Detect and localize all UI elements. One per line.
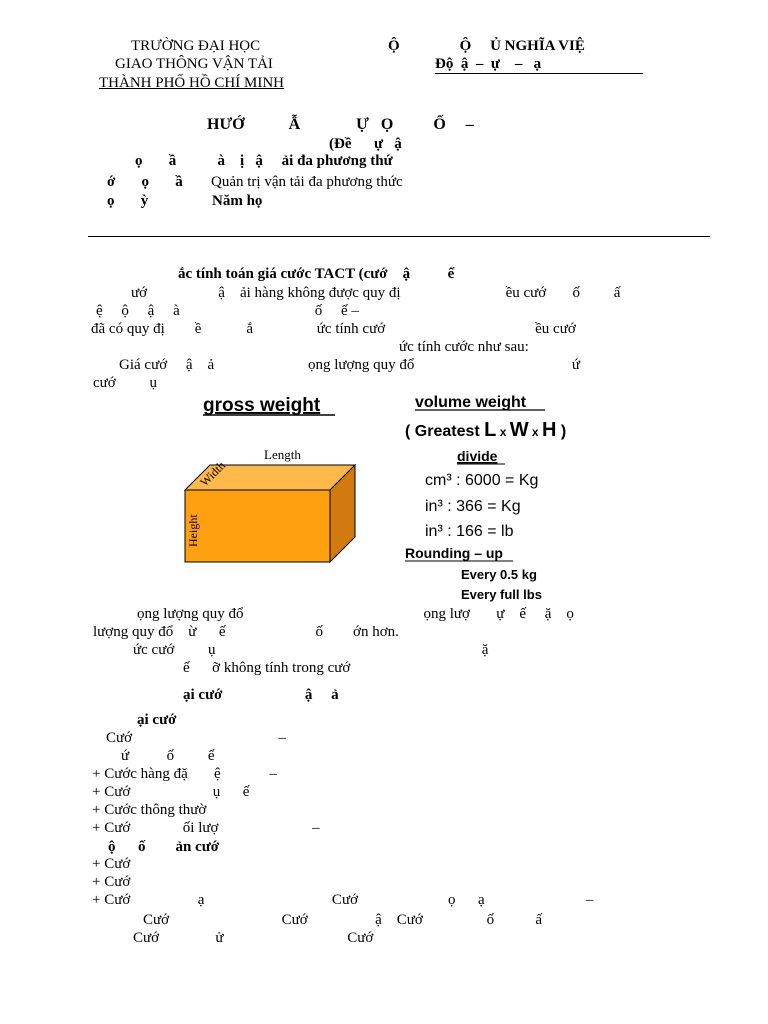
document-subtitle: (Đề ự ậ xyxy=(329,136,402,152)
list-line11: Cướ ử Cướ xyxy=(133,930,374,946)
list-line2: ứ ố ể xyxy=(121,748,215,764)
school-name-line1: TRƯỜNG ĐẠI HỌC xyxy=(131,38,261,54)
after-line1: ọng lượng quy đổ ọng lượ ự ế ặ ọ xyxy=(137,606,574,622)
after-line3: ức cướ ụ ặ xyxy=(133,642,489,658)
width-label: Width xyxy=(197,458,228,490)
section-heading-4: ộ ố ản cướ xyxy=(108,839,220,855)
every-half-kg: Every 0.5 kg xyxy=(461,567,537,582)
list-line6: + Cướ ối lượ – xyxy=(92,820,320,836)
list-line4: + Cướ ụ ế xyxy=(92,784,250,800)
times-symbol-1: x xyxy=(496,425,510,439)
info-line2-label: ớ ọ ầ xyxy=(107,174,183,190)
info-line3-label: ọ ỳ xyxy=(107,193,149,209)
info-line2-value: Quản trị vận tải đa phương thức xyxy=(211,174,403,190)
paragraph-line1: ướ ậ ải hàng không được quy đị ều cướ ố ấ xyxy=(131,285,621,301)
list-line5: + Cước thông thườ xyxy=(92,802,207,818)
length-symbol: L xyxy=(484,419,497,441)
height-symbol: H xyxy=(541,419,557,441)
paragraph-line3: đã có quy đị ề ắ ức tính cướ ều cướ xyxy=(91,321,576,337)
section-heading-3: ại cướ xyxy=(137,712,177,728)
paragraph-line4: ức tính cước như sau: xyxy=(399,339,529,355)
list-line1: Cướ – xyxy=(106,730,286,746)
list-line10: Cướ Cướ ậ Cướ ố ấ xyxy=(143,912,543,928)
weight-figure xyxy=(175,385,595,605)
every-full-lbs: Every full lbs xyxy=(461,587,542,602)
formula-in-kg: in³ : 366 = Kg xyxy=(425,498,521,515)
height-label: Height xyxy=(186,514,200,547)
republic-line1: Ộ Ộ Ủ NGHĨA VIỆ xyxy=(388,38,585,54)
divide-label: divide xyxy=(457,448,498,464)
info-line1: ọ ầ à ị ậ ải đa phương thứ xyxy=(135,153,393,169)
list-line9: + Cướ ạ Cướ ọ ạ – xyxy=(92,892,594,908)
greatest-suffix: ) xyxy=(556,423,567,440)
after-line4: ế ỡ không tính trong cướ xyxy=(183,660,351,676)
list-line7: + Cướ xyxy=(92,856,131,872)
after-line2: lượng quy đổ ừ ế ố ớn hơn. xyxy=(93,624,399,640)
paragraph-line2: ệ ộ ậ à ố ế – xyxy=(96,303,359,319)
paragraph-line5: Giá cướ ậ ả ọng lượng quy đổ ứ xyxy=(119,357,581,373)
greatest-formula xyxy=(405,419,566,441)
times-symbol-2: x xyxy=(528,425,542,439)
section-heading: ắc tính toán giá cước TACT (cướ ậ ể xyxy=(178,266,455,282)
section-heading-2: ại cướ ậ ả xyxy=(183,687,339,703)
formula-in-lb: in³ : 166 = lb xyxy=(425,523,514,540)
rounding-label: Rounding – up xyxy=(405,545,503,561)
gross-weight-label: gross weight xyxy=(203,395,321,416)
horizontal-rule xyxy=(88,236,710,237)
info-line3-value: Năm họ xyxy=(212,193,263,209)
box-front-face xyxy=(185,490,330,562)
volume-weight-label: volume weight xyxy=(415,394,527,411)
length-label: Length xyxy=(264,447,301,462)
formula-cm: cm³ : 6000 = Kg xyxy=(425,472,539,489)
republic-line2: Độ ậ – ự – ạ xyxy=(435,55,643,74)
paragraph-line6: cướ ụ xyxy=(93,375,157,391)
school-name-line3: THÀNH PHỐ HỒ CHÍ MINH xyxy=(99,75,284,91)
greatest-prefix: ( Greatest xyxy=(405,423,485,440)
document-title: HƯỚ Ẫ Ự Ọ Ố – xyxy=(207,116,474,133)
school-name-line2: GIAO THÔNG VẬN TẢI xyxy=(115,56,273,72)
width-symbol: W xyxy=(509,419,529,441)
list-line8: + Cướ xyxy=(92,874,131,890)
list-line3: + Cước hàng đặ ệ – xyxy=(92,766,277,782)
